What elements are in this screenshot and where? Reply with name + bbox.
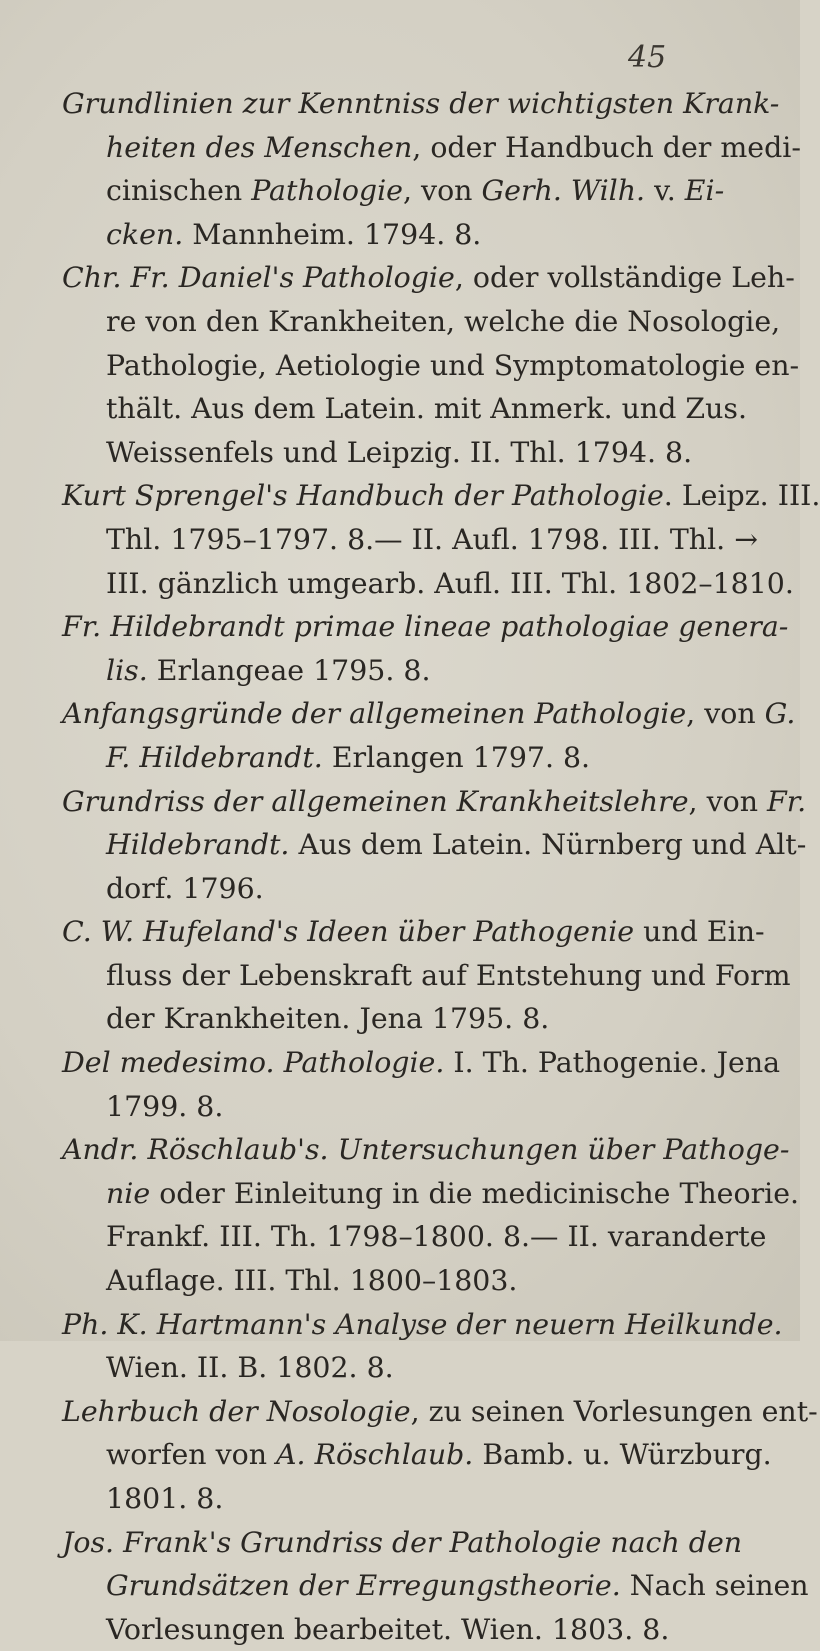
- entry-line: [62, 867, 768, 911]
- italic-text: Lehrbuch der Nosologie: [62, 1394, 411, 1428]
- roman-text: dorf. 1796.: [106, 871, 264, 905]
- entry-line: [62, 649, 768, 693]
- italic-text: Grundsätzen der Erregungstheorie.: [106, 1569, 621, 1603]
- roman-text: Frankf. III. Th. 1798–1800. 8.— II. varanderte: [106, 1220, 767, 1254]
- roman-text: , zu seinen Vorlesungen ent-: [410, 1394, 818, 1428]
- italic-text: Fr. Hildebrandt primae lineae pathologiae genera-: [62, 610, 789, 644]
- italic-text: Gerh. Wilh.: [481, 174, 646, 208]
- roman-text: Wien. II. B. 1802. 8.: [106, 1351, 394, 1385]
- entry-line: [62, 431, 768, 475]
- entry-line: [62, 387, 768, 431]
- entry-line: [62, 1433, 772, 1477]
- roman-text: , von: [686, 697, 765, 731]
- entry-line: [62, 300, 781, 344]
- roman-text: v.: [645, 174, 685, 208]
- italic-text: lis.: [106, 653, 148, 687]
- entry-line: [62, 1259, 768, 1303]
- italic-text: Anfangsgründe der allgemeinen Pathologie: [62, 697, 687, 731]
- entry-line: [62, 256, 795, 300]
- entry-line: [62, 344, 800, 388]
- italic-text: F. Hildebrandt.: [106, 740, 323, 774]
- italic-text: Fr.: [767, 784, 807, 818]
- roman-text: und Ein-: [634, 915, 765, 949]
- entry-line: [62, 213, 768, 257]
- roman-text: , oder vollständige Leh-: [454, 261, 795, 295]
- italic-text: Ei-: [684, 174, 725, 208]
- bibliography-list: [62, 82, 820, 1651]
- bibliography-entry: [62, 1390, 818, 1521]
- italic-text: nie: [106, 1176, 151, 1210]
- bibliography-entry: [62, 1303, 783, 1390]
- italic-text: Andr. Röschlaub's. Untersuchungen über Pathoge-: [62, 1133, 790, 1167]
- entry-line: [62, 1303, 783, 1347]
- italic-text: cken.: [106, 217, 184, 251]
- entry-line: [62, 1346, 768, 1390]
- entry-line: [62, 518, 768, 562]
- bibliography-entry: [62, 256, 800, 474]
- roman-text: Nach seinen: [620, 1569, 809, 1603]
- italic-text: Grundlinien zur Kenntniss der wichtigsten Krank-: [62, 87, 780, 120]
- entry-line: [62, 997, 768, 1041]
- italic-text: heiten des Menschen: [106, 130, 413, 164]
- roman-text: Weissenfels und Leipzig. II. Thl. 1794. 8.: [106, 435, 693, 469]
- italic-text: Ph. K. Hartmann's Analyse der neuern Heilkunde.: [62, 1307, 783, 1341]
- roman-text: . Leipz. III.: [663, 479, 820, 513]
- roman-text: Mannheim. 1794. 8.: [183, 217, 482, 251]
- roman-text: , von: [403, 174, 482, 208]
- roman-text: , oder Handbuch der medi-: [412, 130, 801, 164]
- entry-line: [62, 1564, 809, 1608]
- entry-line: [62, 780, 807, 824]
- roman-text: der Krankheiten. Jena 1795. 8.: [106, 1002, 550, 1036]
- entry-line: [62, 823, 807, 867]
- bibliography-entry: [62, 910, 791, 1041]
- bibliography-entry: [62, 1128, 800, 1302]
- italic-text: Del medesimo. Pathologie.: [62, 1046, 445, 1080]
- entry-line: [62, 605, 789, 649]
- italic-text: Kurt Sprengel's Handbuch der Pathologie: [62, 479, 664, 513]
- entry-line: [62, 1608, 768, 1651]
- italic-text: Grundriss der allgemeinen Krankheitslehre: [62, 784, 689, 818]
- roman-text: III. gänzlich umgearb. Aufl. III. Thl. 1802–1810.: [106, 566, 794, 600]
- entry-line: [62, 692, 796, 736]
- entry-line: [62, 1390, 818, 1434]
- italic-text: G.: [764, 697, 796, 731]
- roman-text: I. Th. Pathogenie. Jena: [444, 1046, 781, 1080]
- roman-text: cinischen: [106, 174, 252, 208]
- roman-text: Aus dem Latein. Nürnberg und Alt-: [289, 828, 807, 862]
- italic-text: C. W. Hufeland's Ideen über Pathogenie: [62, 915, 635, 949]
- roman-text: re von den Krankheiten, welche die Nosologie,: [106, 304, 781, 338]
- italic-text: Jos. Frank's Grundriss der Pathologie nach den: [62, 1525, 743, 1559]
- entry-line: [62, 169, 768, 213]
- roman-text: fluss der Lebenskraft auf Entstehung und Form: [106, 958, 791, 992]
- entry-line: [62, 954, 791, 998]
- bibliography-entry: [62, 82, 801, 256]
- roman-text: 1801. 8.: [106, 1482, 224, 1515]
- roman-text: Erlangen 1797. 8.: [322, 740, 591, 774]
- entry-line: [62, 1085, 768, 1129]
- page-number: 45: [628, 40, 667, 75]
- entry-line: [62, 1128, 790, 1172]
- roman-text: worfen von: [106, 1438, 277, 1472]
- bibliography-entry: [62, 692, 796, 779]
- roman-text: Vorlesungen bearbeitet. Wien. 1803. 8.: [106, 1612, 670, 1646]
- roman-text: Bamb. u. Würzburg.: [473, 1438, 772, 1472]
- italic-text: Hildebrandt.: [106, 828, 290, 862]
- entry-line: [62, 82, 780, 126]
- entry-line: [62, 126, 801, 170]
- roman-text: thält. Aus dem Latein. mit Anmerk. und Zus.: [106, 392, 748, 426]
- entry-line: [62, 1172, 800, 1216]
- roman-text: oder Einleitung in die medicinische Theorie.: [150, 1176, 800, 1210]
- roman-text: Thl. 1795–1797. 8.— II. Aufl. 1798. III. Thl. →: [106, 522, 758, 556]
- entry-line: [62, 1215, 768, 1259]
- bibliography-entry: [62, 474, 820, 605]
- italic-text: Pathologie: [251, 174, 403, 208]
- italic-text: A. Röschlaub.: [276, 1438, 474, 1472]
- roman-text: Auflage. III. Thl. 1800–1803.: [106, 1264, 518, 1298]
- bibliography-entry: [62, 1521, 809, 1651]
- bibliography-entry: [62, 780, 807, 911]
- entry-line: [62, 736, 768, 780]
- bibliography-entry: [62, 1041, 781, 1128]
- roman-text: Erlangeae 1795. 8.: [147, 653, 431, 687]
- roman-text: Pathologie, Aetiologie und Symptomatologie en-: [106, 348, 800, 382]
- entry-line: [62, 562, 794, 606]
- entry-line: [62, 474, 820, 518]
- entry-line: [62, 1477, 768, 1521]
- entry-line: [62, 1521, 768, 1565]
- roman-text: 1799. 8.: [106, 1089, 224, 1123]
- entry-line: [62, 1041, 781, 1085]
- italic-text: Chr. Fr. Daniel's Pathologie: [62, 261, 455, 295]
- entry-line: [62, 910, 768, 954]
- roman-text: , von: [688, 784, 768, 818]
- bibliography-entry: [62, 605, 789, 692]
